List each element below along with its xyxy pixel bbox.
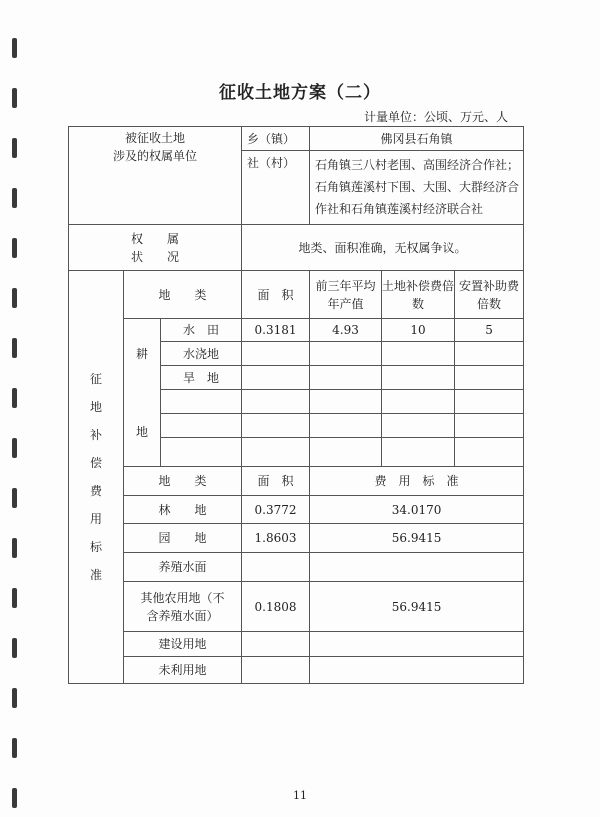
page-title: 征收土地方案（二） (219, 83, 381, 103)
owner-label-line2: 涉及的权属单位 (113, 149, 198, 163)
other-land-fee: 56.9415 (310, 524, 524, 553)
header2-land-type: 地 类 (124, 467, 242, 496)
cultivated-char: 地 (135, 424, 148, 439)
header-land-type: 地 类 (124, 271, 242, 319)
side-char: 偿 (89, 456, 102, 470)
village-label: 社（村） (242, 151, 310, 225)
cultivated-avg (310, 390, 382, 414)
cultivated-land-multiple (382, 342, 455, 366)
village-value: 石角镇三八村老围、高围经济合作社；石角镇莲溪村下围、大围、大群经济合作社和石角镇莲溪村经济联合社 (310, 151, 524, 225)
cultivated-resettle-multiple (455, 438, 524, 467)
header2-area: 面 积 (242, 467, 310, 496)
cultivated-area (242, 390, 310, 414)
cultivated-area (242, 366, 310, 390)
other-land-type: 建设用地 (124, 632, 242, 657)
side-char: 补 (89, 428, 102, 442)
other-land-type: 未利用地 (124, 657, 242, 684)
header-land-multiple: 土地补偿费倍数 (382, 271, 455, 319)
other-land-fee (310, 657, 524, 684)
cultivated-type (161, 414, 242, 438)
cultivated-avg: 4.93 (310, 319, 382, 342)
side-char: 标 (89, 540, 102, 554)
cultivated-resettle-multiple (455, 342, 524, 366)
other-land-type: 园 地 (124, 524, 242, 553)
other-land-area (242, 632, 310, 657)
cultivated-type (161, 438, 242, 467)
side-char: 费 (89, 484, 102, 498)
other-land-type: 养殖水面 (124, 553, 242, 582)
binding-holes (8, 0, 22, 817)
ownership-label-line2: 状 况 (131, 249, 180, 264)
other-land-area (242, 657, 310, 684)
cultivated-area (242, 342, 310, 366)
other-land-type: 其他农用地（不含养殖水面） (124, 582, 242, 632)
cultivated-type (161, 390, 242, 414)
header-resettle-multiple: 安置补助费倍数 (455, 271, 524, 319)
cultivated-land-multiple: 10 (382, 319, 455, 342)
cultivated-resettle-multiple: 5 (455, 319, 524, 342)
other-land-fee: 34.0170 (310, 496, 524, 524)
other-land-area: 1.8603 (242, 524, 310, 553)
cultivated-avg (310, 414, 382, 438)
land-acquisition-table (68, 126, 524, 684)
header-avg-output: 前三年平均年产值 (310, 271, 382, 319)
ownership-label-line1: 权 属 (131, 231, 180, 246)
other-land-area (242, 553, 310, 582)
header2-fee-standard: 费 用 标 准 (310, 467, 524, 496)
other-land-fee: 56.9415 (310, 582, 524, 632)
other-land-type: 林 地 (124, 496, 242, 524)
cultivated-avg (310, 438, 382, 467)
cultivated-land-multiple (382, 390, 455, 414)
cultivated-type: 旱 地 (161, 366, 242, 390)
cultivated-area: 0.3181 (242, 319, 310, 342)
township-value: 佛冈县石角镇 (310, 127, 524, 151)
cultivated-resettle-multiple (455, 390, 524, 414)
unit-label: 计量单位：公顷、万元、人 (363, 110, 508, 124)
owner-label-cell (69, 127, 242, 225)
ownership-value: 地类、面积准确，无权属争议。 (242, 225, 524, 271)
cultivated-area (242, 414, 310, 438)
side-char: 地 (89, 400, 102, 414)
cultivated-char: 耕 (135, 346, 148, 361)
other-land-area: 0.3772 (242, 496, 310, 524)
township-label: 乡（镇） (242, 127, 310, 151)
cultivated-land-multiple (382, 414, 455, 438)
cultivated-type: 水 田 (161, 319, 242, 342)
side-char: 征 (89, 372, 102, 386)
owner-label-line1: 被征收土地 (125, 131, 186, 145)
cultivated-avg (310, 366, 382, 390)
header-area: 面 积 (242, 271, 310, 319)
other-land-fee (310, 632, 524, 657)
side-char: 用 (89, 512, 102, 526)
cultivated-resettle-multiple (455, 366, 524, 390)
other-land-area: 0.1808 (242, 582, 310, 632)
page-number: 11 (293, 789, 307, 802)
cultivated-label (124, 319, 161, 467)
cultivated-resettle-multiple (455, 414, 524, 438)
other-land-fee (310, 553, 524, 582)
cultivated-area (242, 438, 310, 467)
cultivated-land-multiple (382, 438, 455, 467)
cultivated-avg (310, 342, 382, 366)
cultivated-land-multiple (382, 366, 455, 390)
cultivated-type: 水浇地 (161, 342, 242, 366)
ownership-label-cell (69, 225, 242, 271)
compensation-side-label (69, 271, 124, 684)
side-char: 准 (89, 568, 102, 582)
